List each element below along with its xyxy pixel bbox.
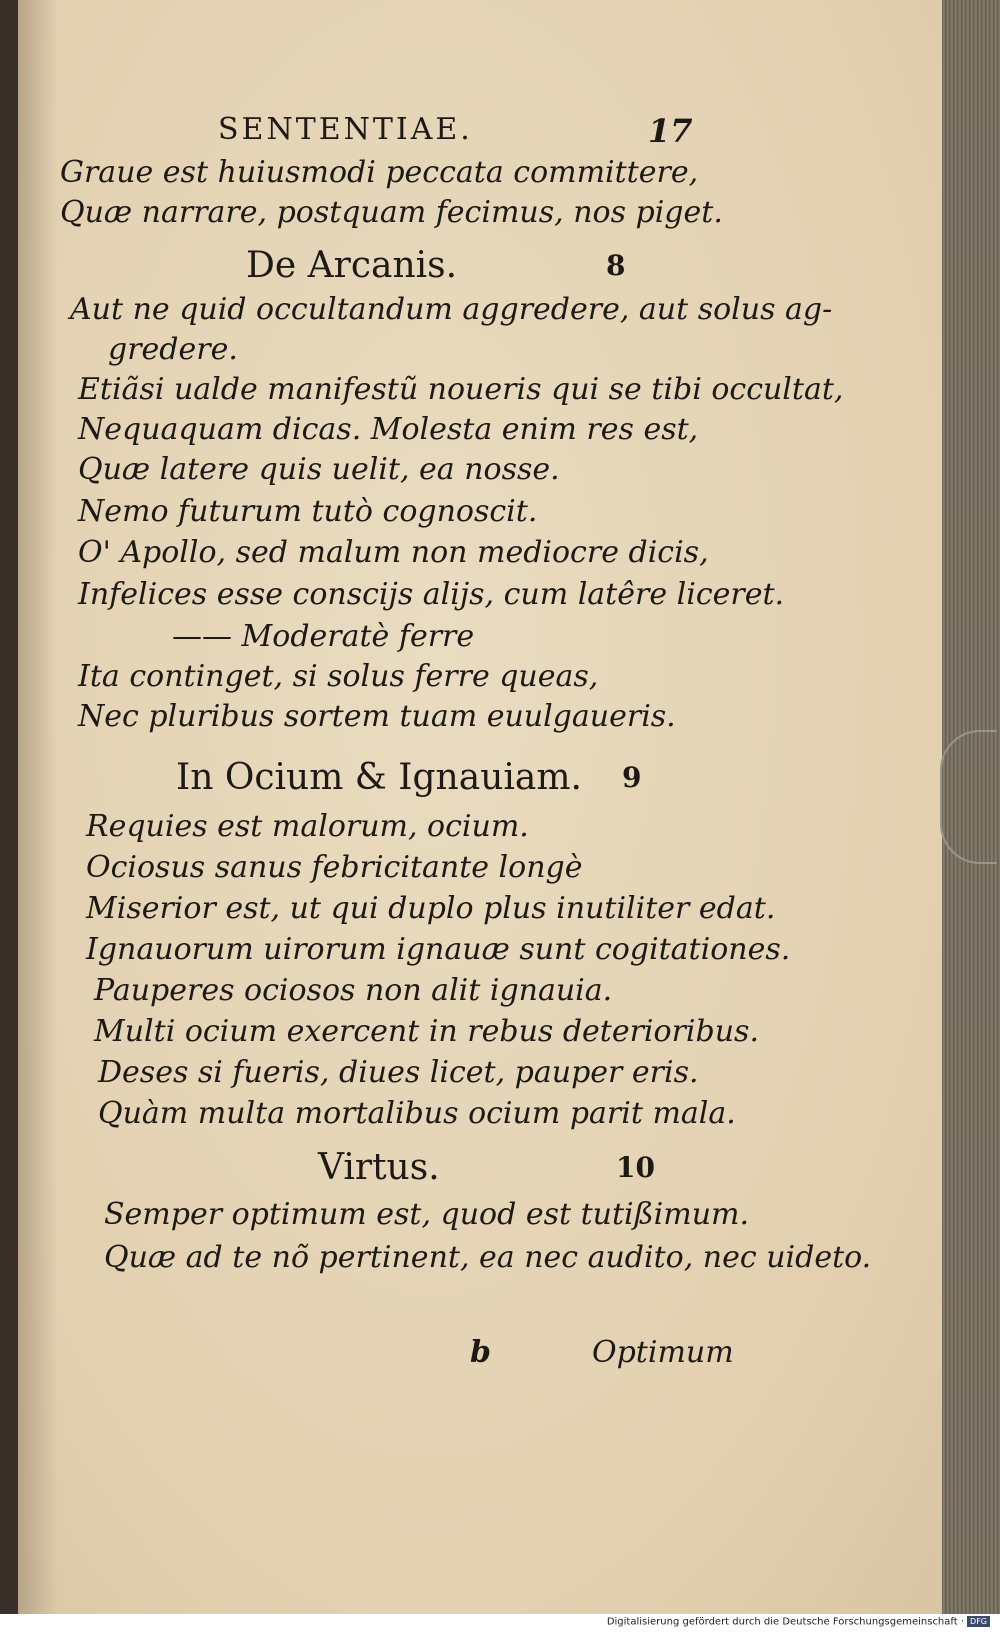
credit-text: Digitalisierung gefördert durch die Deutsche Forschungsgemeinschaft · xyxy=(606,1616,965,1628)
running-head: SENTENTIAE. xyxy=(218,112,473,147)
text-line: Miserior est, ut qui duplo plus inutiliter edat. xyxy=(86,891,776,926)
section-heading: Virtus. xyxy=(318,1147,440,1188)
section-number: 9 xyxy=(622,761,642,794)
text-line: Etiãsi ualde manifestũ noueris qui se tibi occultat, xyxy=(78,372,844,407)
text-line: Infelices esse conscijs alijs, cum latêre liceret. xyxy=(78,577,785,612)
text-line: —— Moderatè ferre xyxy=(172,619,475,654)
section-heading: In Ocium & Ignauiam. xyxy=(176,757,582,798)
text-line: Ignauorum uirorum ignauæ sunt cogitationes. xyxy=(86,932,791,967)
text-line: Quàm multa mortalibus ocium parit mala. xyxy=(98,1096,736,1131)
text-line: Deses si fueris, diues licet, pauper eris. xyxy=(98,1055,699,1090)
text-line: Graue est huiusmodi peccata committere, xyxy=(60,155,699,190)
signature-mark: b xyxy=(470,1335,491,1370)
text-line: Multi ocium exercent in rebus deterioribus. xyxy=(94,1014,759,1049)
page-clip xyxy=(940,730,997,864)
book-page xyxy=(18,0,943,1614)
section-heading: De Arcanis. xyxy=(246,245,458,286)
catchword: Optimum xyxy=(592,1335,734,1370)
dfg-logo: DFG xyxy=(967,1616,990,1627)
text-line: Quæ narrare, postquam fecimus, nos piget. xyxy=(60,195,723,230)
digitization-credit xyxy=(607,1616,990,1628)
text-line: gredere. xyxy=(108,332,238,367)
text-line: Requies est malorum, ocium. xyxy=(86,809,529,844)
page-gutter xyxy=(18,0,58,1614)
text-line: O' Apollo, sed malum non mediocre dicis, xyxy=(78,535,709,570)
text-line: Nemo futurum tutò cognoscit. xyxy=(78,494,538,529)
text-line: Aut ne quid occultandum aggredere, aut solus ag- xyxy=(70,292,833,327)
text-line: Quæ latere quis uelit, ea nosse. xyxy=(78,452,560,487)
text-line: Nec pluribus sortem tuam euulgaueris. xyxy=(78,699,676,734)
section-number: 8 xyxy=(606,249,626,282)
text-line: Ita continget, si solus ferre queas, xyxy=(78,659,599,694)
text-line: Ociosus sanus febricitante longè xyxy=(86,850,583,885)
text-line: Semper optimum est, quod est tutißimum. xyxy=(104,1197,750,1232)
text-line: Quæ ad te nõ pertinent, ea nec audito, nec uideto. xyxy=(104,1240,872,1275)
text-line: Nequaquam dicas. Molesta enim res est, xyxy=(78,412,699,447)
page-number: 17 xyxy=(648,112,693,150)
section-number: 10 xyxy=(616,1151,655,1184)
text-line: Pauperes ociosos non alit ignauia. xyxy=(94,973,613,1008)
